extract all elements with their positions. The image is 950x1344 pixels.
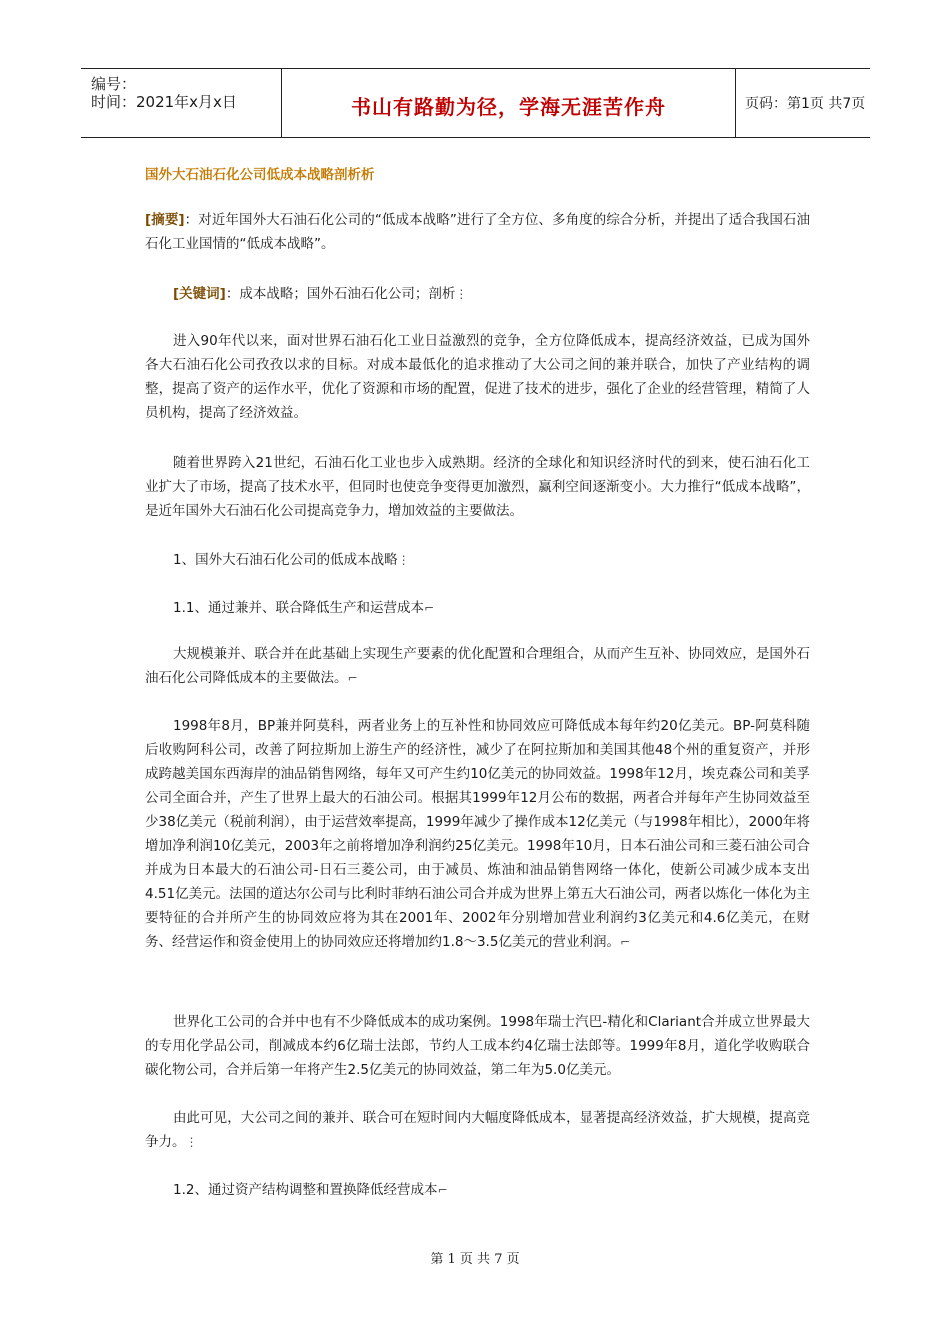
section-heading-1-2 bbox=[145, 1178, 810, 1202]
keywords-paragraph bbox=[145, 282, 810, 306]
paragraph-mark: ⌐ bbox=[423, 601, 435, 615]
paragraph-chemical-cases: 世界化工公司的合并中也有不少降低成本的成功案例。1998年瑞士汽巴-精化和Clariant合并成立世界最大的专用化学品公司，削减成本约6亿瑞士法郎，节约人工成本约4亿瑞士法郎等。1999年8月，道化学收购联合碳化物公司，合并后第一年将产生2.5亿美元的协同效益，第二年为5.0亿美元。 bbox=[145, 1014, 810, 1078]
document-time-label: 时间：2021年x月x日 bbox=[91, 93, 237, 111]
abstract-paragraph bbox=[145, 208, 810, 256]
paragraph-mark: ⋮ bbox=[455, 287, 468, 301]
header-left-cell bbox=[81, 69, 281, 137]
section-heading-1-2-text: 1.2、通过资产结构调整和置换降低经营成本 bbox=[173, 1182, 438, 1198]
paragraph-21st-century: 随着世界跨入21世纪，石油石化工业也步入成熟期。经济的全球化和知识经济时代的到来，使石油石化工业扩大了市场，提高了技术水平，但同时也使竞争变得更加激烈，赢利空间逐渐变小。大力推行“低成本战略”，是近年国外大石油石化公司提高竞争力，增加效益的主要做法。 bbox=[145, 455, 810, 519]
document-title: 国外大石油石化公司低成本战略剖析析 bbox=[145, 167, 375, 183]
page-header bbox=[81, 68, 870, 138]
section-heading-1 bbox=[145, 548, 810, 572]
abstract-label: [摘要] bbox=[145, 212, 185, 228]
section-heading-1-1-text: 1.1、通过兼并、联合降低生产和运营成本 bbox=[173, 600, 424, 616]
header-motto: 书山有路勤为径，学海无涯苦作舟 bbox=[351, 95, 666, 119]
paragraph-merger-main bbox=[145, 642, 810, 690]
paragraph-mark: ⌐ bbox=[437, 1183, 448, 1197]
section-heading-1-1 bbox=[145, 596, 810, 620]
paragraph-mark: ⌐ bbox=[619, 935, 631, 949]
paragraph-intro: 进入90年代以来，面对世界石油石化工业日益激烈的竞争，全方位降低成本，提高经济效益，已成为国外各大石油石化公司孜孜以求的目标。对成本最低化的追求推动了大公司之间的兼并联合，加快了产业结构的调整，提高了资产的运作水平，优化了资源和市场的配置，促进了技术的进步，强化了企业的经营管理，精简了人员机构，提高了经济效益。 bbox=[145, 333, 810, 421]
paragraph-mark: ⌐ bbox=[347, 671, 358, 685]
header-motto-cell bbox=[281, 69, 736, 137]
paragraph-merger-main-text: 大规模兼并、联合并在此基础上实现生产要素的优化配置和合理组合，从而产生互补、协同效应，是国外石油石化公司降低成本的主要做法。 bbox=[145, 646, 810, 686]
section-heading-1-text: 1、国外大石油石化公司的低成本战略 bbox=[173, 552, 398, 568]
paragraph-mark: ⋮ bbox=[185, 1135, 198, 1149]
header-page-cell bbox=[735, 69, 870, 137]
document-number-label: 编号： bbox=[91, 75, 137, 93]
paragraph-mark: ⋮ bbox=[397, 553, 410, 567]
keywords-text: ：成本战略；国外石油石化公司；剖析 bbox=[225, 286, 456, 302]
paragraph-merger-cases bbox=[145, 714, 810, 954]
page-footer: 第 1 页 共 7 页 bbox=[430, 1252, 520, 1267]
keywords-label: [关键词] bbox=[173, 286, 226, 302]
paragraph-conclusion-text: 由此可见，大公司之间的兼并、联合可在短时间内大幅度降低成本，显著提高经济效益，扩大规模，提高竞争力。 bbox=[145, 1110, 810, 1150]
header-page-info: 页码：第1页 共7页 bbox=[745, 96, 866, 112]
paragraph-conclusion bbox=[145, 1106, 810, 1154]
abstract-text: ：对近年国外大石油石化公司的“低成本战略”进行了全方位、多角度的综合分析，并提出了适合我国石油石化工业国情的“低成本战略”。 bbox=[145, 212, 810, 252]
paragraph-merger-cases-text: 1998年8月，BP兼并阿莫科，两者业务上的互补性和协同效应可降低成本每年约20亿美元。BP-阿莫科随后收购阿科公司，改善了阿拉斯加上游生产的经济性，减少了在阿拉斯加和美国其他48个州的重复资产，并形成跨越美国东西海岸的油品销售网络，每年又可产生约10亿美元的协同效益。1998年12月，埃克森公司和美孚公司全面合并，产生了世界上最大的石油公司。根据其1999年12月公布的数据，两者合并每年产生协同效益至少38亿美元（税前利润），由于运营效率提高，1999年减少了操作成本12亿美元（与1998年相比），2000年将增加净利润10亿美元，2003年之前将增加净利润约25亿美元。1998年10月，日本石油公司和三菱石油公司合并成为日本最大的石油公司-日石三菱公司，由于减员、炼油和油品销售网络一体化，使新公司减少成本支出4.51亿美元。法国的道达尔公司与比利时菲纳石油公司合并成为世界上第五大石油公司，两者以炼化一体化为主要特征的合并所产生的协同效应将为其在2001年、2002年分别增加营业利润约3亿美元和4.6亿美元，在财务、经营运作和资金使用上的协同效应还将增加约1.8～3.5亿美元的营业利润。 bbox=[145, 718, 810, 950]
